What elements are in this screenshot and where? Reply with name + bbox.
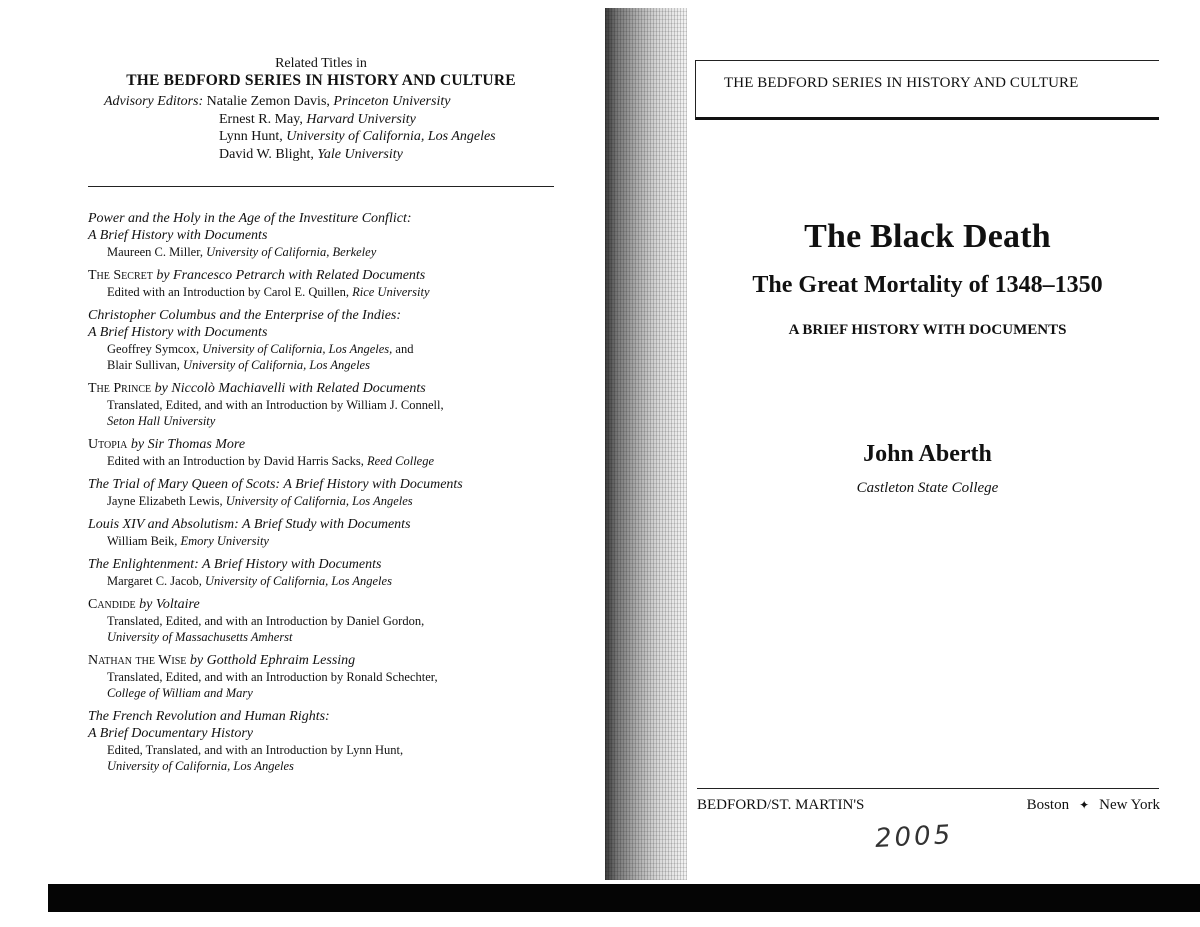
- entry-detail-line: [88, 413, 568, 429]
- entry-title-line: A Brief History with Documents: [88, 325, 268, 340]
- editor-row: [104, 111, 496, 129]
- title-entry: [88, 476, 568, 509]
- entry-credit: Maureen C. Miller,: [107, 245, 207, 259]
- editor-affiliation: Yale University: [317, 146, 403, 162]
- entry-title-line: Christopher Columbus and the Enterprise of the Indies:: [88, 308, 402, 323]
- entry-detail-line: [88, 573, 568, 589]
- title-entry: [88, 556, 568, 589]
- entry-credit: Blair Sullivan,: [107, 358, 184, 372]
- header-divider: [88, 186, 554, 187]
- entry-institution: University of California, Los Angeles: [107, 759, 294, 773]
- entry-title-line: [88, 267, 568, 284]
- editor-row: [104, 128, 496, 146]
- right-page: [685, 0, 1200, 927]
- editor-row: [104, 93, 496, 111]
- entry-title-rest: by Gotthold Ephraim Lessing: [186, 653, 356, 668]
- entry-detail-line: [88, 742, 568, 758]
- book-subtitle-2: A BRIEF HISTORY WITH DOCUMENTS: [788, 322, 1067, 338]
- entry-title-line: [88, 436, 568, 453]
- entry-detail-line: [88, 613, 568, 629]
- title-entry: [88, 516, 568, 549]
- entry-detail-line: [88, 669, 568, 685]
- entry-detail-line: [88, 629, 568, 645]
- related-titles-label: Related Titles in: [275, 56, 367, 71]
- author-affiliation: Castleton State College: [856, 480, 999, 496]
- editor-name: David W. Blight,: [219, 146, 314, 162]
- entry-institution: Emory University: [180, 534, 269, 548]
- title-entry: [88, 210, 568, 260]
- title-entry: [88, 596, 568, 645]
- book-subtitle: The Great Mortality of 1348–1350: [752, 272, 1103, 298]
- author-name: John Aberth: [863, 441, 992, 467]
- entry-title-rest: by Francesco Petrarch with Related Documents: [152, 268, 426, 283]
- entry-title-line: A Brief History with Documents: [88, 228, 268, 243]
- entry-detail-line: [88, 685, 568, 701]
- scan-edge-bar: [48, 884, 1200, 912]
- title-entry: [88, 708, 568, 774]
- editor-affiliation: University of California, Los Angeles: [286, 129, 496, 144]
- entry-title-line: [88, 652, 568, 669]
- entry-title-smallcaps: Nathan the Wise: [88, 653, 187, 668]
- entry-detail-line: [88, 533, 568, 549]
- entry-credit: Edited with an Introduction by David Harris Sacks,: [107, 454, 368, 468]
- title-entry: [88, 652, 568, 701]
- entry-title-smallcaps: Utopia: [88, 437, 128, 452]
- entry-credit: Translated, Edited, and with an Introduction by Ronald Schechter,: [107, 670, 438, 684]
- editor-name: Ernest R. May,: [219, 111, 303, 127]
- entry-institution: College of William and Mary: [107, 686, 253, 700]
- editor-affiliation: Harvard University: [306, 111, 416, 127]
- entry-credit: Geoffrey Symcox,: [107, 342, 203, 356]
- series-name: THE BEDFORD SERIES IN HISTORY AND CULTURE: [126, 72, 516, 89]
- series-banner-text: THE BEDFORD SERIES IN HISTORY AND CULTURE: [724, 75, 1079, 91]
- editor-name: Lynn Hunt,: [219, 129, 283, 144]
- entry-detail-line: [88, 397, 568, 413]
- entry-detail-line: [88, 758, 568, 774]
- diamond-separator-icon: ✦: [1079, 798, 1090, 812]
- advisory-editors: [104, 93, 496, 163]
- title-entry: [88, 436, 568, 469]
- title-entry: [88, 380, 568, 429]
- handwritten-year: 2005: [874, 819, 954, 855]
- entry-title-smallcaps: Candide: [88, 597, 136, 612]
- entry-title-line: [88, 596, 568, 613]
- entry-credit: Jayne Elizabeth Lewis,: [107, 494, 226, 508]
- entry-title-line: Louis XIV and Absolutism: A Brief Study with Documents: [88, 517, 411, 532]
- entry-detail-line: [88, 244, 568, 260]
- city-boston: Boston: [1026, 797, 1070, 813]
- series-banner: [695, 60, 1159, 120]
- entry-title-rest: by Voltaire: [135, 597, 200, 612]
- entry-institution: University of California, Los Angeles: [225, 494, 413, 508]
- entry-institution: University of California, Los Angeles: [205, 574, 392, 588]
- publisher-cities: [1027, 797, 1160, 814]
- entry-credit: Edited with an Introduction by Carol E. Quillen,: [107, 285, 353, 299]
- entry-detail-line: [88, 357, 568, 373]
- entry-title-line: The Trial of Mary Queen of Scots: A Brief History with Documents: [88, 477, 463, 492]
- entry-credit: Translated, Edited, and with an Introduction by William J. Connell,: [107, 398, 444, 412]
- editor-name: Natalie Zemon Davis,: [206, 94, 330, 109]
- title-entry: [88, 307, 568, 373]
- publisher-name: BEDFORD/ST. MARTIN'S: [697, 797, 865, 813]
- title-entry: [88, 267, 568, 300]
- entry-credit: Edited, Translated, and with an Introduction by Lynn Hunt,: [107, 743, 404, 757]
- entry-institution: University of California, Los Angeles: [183, 358, 370, 372]
- entry-credit-tail: and: [392, 342, 414, 356]
- entry-institution: Reed College: [367, 454, 435, 468]
- entry-title-smallcaps: The Prince: [88, 381, 152, 396]
- entry-detail-line: [88, 284, 568, 300]
- advisory-editors-label: Advisory Editors:: [104, 94, 204, 109]
- entry-credit: William Beik,: [107, 534, 181, 548]
- book-title: The Black Death: [804, 218, 1051, 255]
- entry-credit: Margaret C. Jacob,: [107, 574, 206, 588]
- editor-affiliation: Princeton University: [333, 94, 451, 109]
- entry-detail-line: [88, 453, 568, 469]
- related-titles-header: [88, 55, 554, 89]
- entry-institution: University of California, Berkeley: [206, 245, 377, 259]
- entry-institution: University of California, Los Angeles,: [202, 342, 393, 356]
- entry-title-line: [88, 380, 568, 397]
- entry-title-rest: by Niccolò Machiavelli with Related Documents: [151, 381, 426, 396]
- entry-credit: Translated, Edited, and with an Introduction by Daniel Gordon,: [107, 614, 425, 628]
- book-spine-gutter: [605, 8, 687, 880]
- entry-title-rest: by Sir Thomas More: [127, 437, 246, 452]
- entry-institution: University of Massachusetts Amherst: [107, 630, 293, 644]
- entry-detail-line: [88, 493, 568, 509]
- entry-institution: Seton Hall University: [107, 414, 216, 428]
- entry-title-line: A Brief Documentary History: [88, 726, 253, 741]
- editor-row: [104, 146, 496, 164]
- entry-title-line: The Enlightenment: A Brief History with Documents: [88, 557, 382, 572]
- related-titles-list: [88, 210, 568, 781]
- city-new-york: New York: [1099, 797, 1160, 813]
- entry-detail-line: [88, 341, 568, 357]
- entry-title-line: Power and the Holy in the Age of the Investiture Conflict:: [88, 211, 412, 226]
- entry-title-smallcaps: The Secret: [88, 268, 153, 283]
- publisher-divider: [697, 788, 1159, 789]
- entry-institution: Rice University: [352, 285, 430, 299]
- entry-title-line: The French Revolution and Human Rights:: [88, 709, 330, 724]
